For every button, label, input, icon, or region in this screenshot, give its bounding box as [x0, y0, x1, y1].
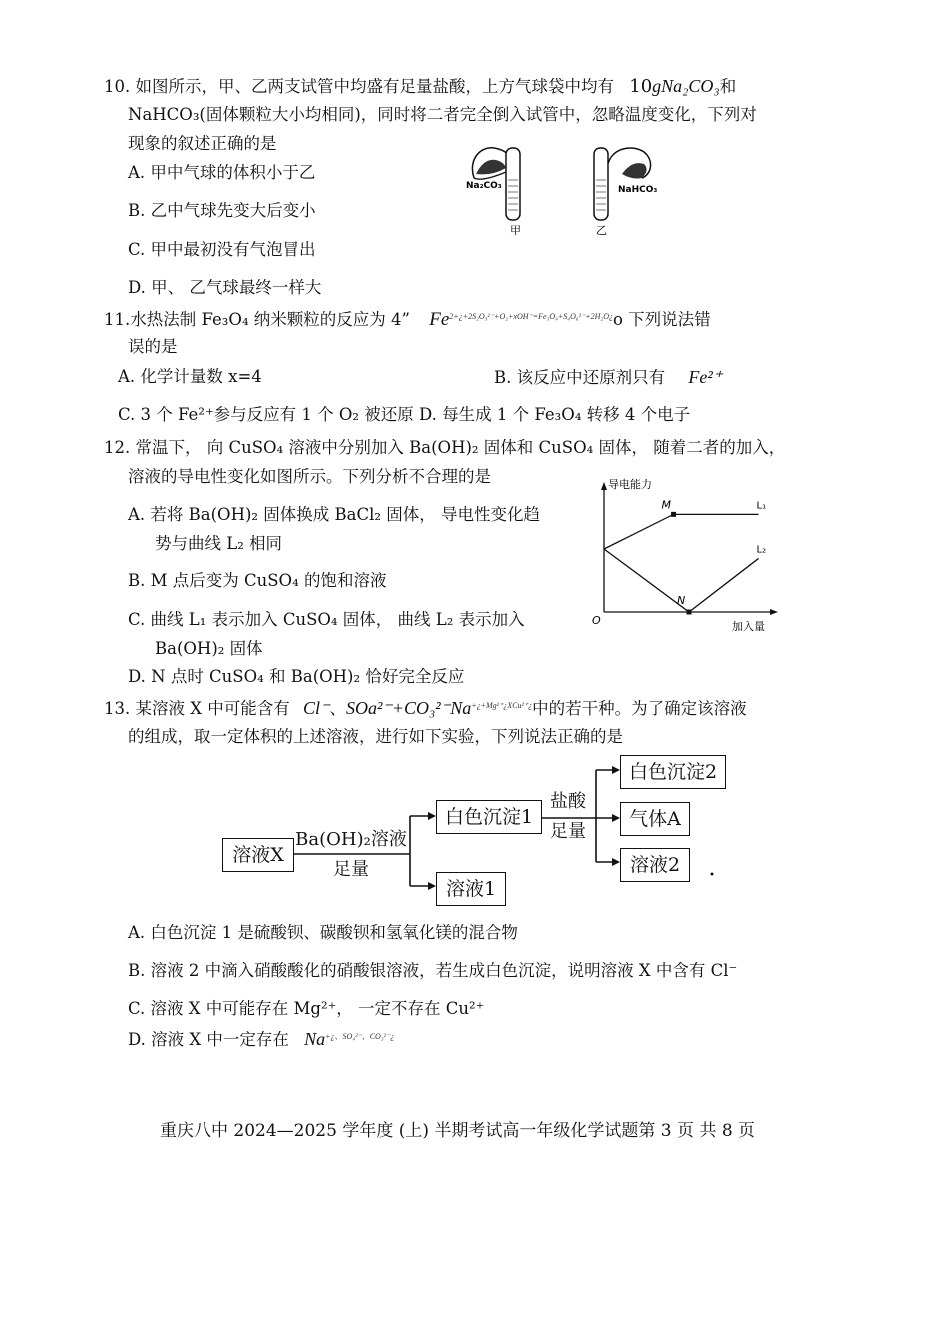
flow-reagent2-bottom: 足量 [550, 821, 586, 842]
q13-ion-cl: Cl⁻ [302, 698, 330, 718]
q13-ions-tiny: +¿+Mg²⁺¿XCu²⁺¿ [471, 701, 533, 710]
q12-option-c-line2[interactable]: Ba(OH)₂ 固体 [155, 639, 263, 658]
arrow-icon [428, 812, 436, 820]
arrow-icon [612, 858, 620, 866]
q10-fig-label-left: Na₂CO₃ [466, 181, 502, 191]
q11-eq-fe: Fe [429, 309, 450, 330]
q11-option-c-d[interactable]: C. 3 个 Fe²⁺参与反应有 1 个 O₂ 被还原 D. 每生成 1 个 Fe₃O₄ 转移 4 个电子 [118, 405, 691, 424]
q10-line3: 现象的叙述正确的是 [128, 134, 277, 153]
x-axis-arrow-icon [770, 609, 778, 615]
q10-mass: 10 [629, 76, 653, 97]
q10-fig-name-right: 乙 [596, 224, 607, 237]
q10-fig-label-right: NaHCO₃ [618, 185, 658, 195]
q13-option-d-tiny: +¿、SO₄²⁻、CO₃²⁻¿ [325, 1032, 395, 1041]
flow-reagent1-bottom: 足量 [333, 859, 369, 880]
q10-formula: gNa₂CO₃ [652, 76, 720, 96]
flow-solution-1: 溶液1 [436, 872, 506, 906]
point-label-M: M [661, 498, 672, 512]
flow-white-precipitate-1: 白色沉淀1 [436, 800, 542, 834]
q11-line1: 11.水热法制 Fe₃O₄ 纳米颗粒的反应为 4” $Fe^{2+¿+2S_2O_3^{2-}+O_2+xOH^-=Fe_3O_4+S_4O_6^{2-}+2H_2O¿}o$ 下列说法错 [104, 309, 711, 330]
q13-ions: SOa²⁻+CO₃²⁻Na [346, 698, 472, 718]
point-marker-M [671, 512, 676, 517]
q11-line2: 误的是 [128, 337, 178, 356]
series-line-1 [604, 514, 759, 549]
q13-line1: 13. 某溶液 X 中可能含有 Cl⁻、$SOa^{2-}+CO_3^{2-}Na^{+¿+Mg^{2+}¿XCu^{2+}¿}$中的若干种。为了确定该溶液 [104, 698, 747, 718]
chart-origin-label: O [592, 614, 601, 627]
flow-white-precipitate-2: 白色沉淀2 [620, 755, 726, 789]
chart-series-group [604, 498, 766, 614]
q13-option-a[interactable]: A. 白色沉淀 1 是硫酸钡、碳酸钡和氢氧化镁的混合物 [128, 923, 518, 942]
q12-option-d[interactable]: D. N 点时 CuSO₄ 和 Ba(OH)₂ 恰好完全反应 [128, 667, 465, 686]
q10-and: 和 [719, 77, 737, 96]
chart-xlabel: 加入量 [732, 620, 765, 633]
q12-option-a-line2[interactable]: 势与曲线 L₂ 相同 [155, 534, 283, 553]
q10-fig-name-left: 甲 [510, 224, 521, 237]
q10-option-d[interactable]: D. 甲、 乙气球最终一样大 [128, 278, 322, 297]
q12-option-b[interactable]: B. M 点后变为 CuSO₄ 的饱和溶液 [128, 571, 387, 590]
series-label-1: L₁ [756, 500, 767, 512]
q10-test-tube-figure [462, 138, 672, 238]
q13-option-c[interactable]: C. 溶液 X 中可能存在 Mg²⁺， 一定不存在 Cu²⁺ [128, 999, 485, 1018]
q12-conductivity-chart [586, 476, 786, 636]
q13-option-b[interactable]: B. 溶液 2 中滴入硝酸酸化的硝酸银溶液，若生成白色沉淀，说明溶液 X 中含有 Cl⁻ [128, 961, 738, 980]
flow-solution-2: 溶液2 [620, 848, 690, 882]
q12-line1: 12. 常温下， 向 CuSO₄ 溶液中分别加入 Ba(OH)₂ 固体和 CuSO₄ 固体， 随着二者的加入， [104, 438, 786, 457]
q13-option-d[interactable]: D. 溶液 X 中一定存在 $Na^{+¿、SO_4^{2-}、CO_3^{2-}¿}$ [128, 1029, 395, 1049]
q10-line1: 10. 如图所示，甲、乙两支试管中均盛有足量盐酸，上方气球袋中均有 10gNa₂CO₃和 [104, 76, 737, 97]
flow-reagent2-top: 盐酸 [550, 791, 586, 812]
arrow-icon [612, 814, 620, 822]
y-axis-arrow-icon [601, 482, 607, 490]
flow-reagent1-top: Ba(OH)₂溶液 [295, 829, 407, 850]
point-label-N: N [677, 594, 686, 607]
q11-option-b-ion: Fe²⁺ [688, 367, 723, 387]
q12-option-a-line1[interactable]: A. 若将 Ba(OH)₂ 固体换成 BaCl₂ 固体， 导电性变化趋 [128, 505, 540, 524]
flow-start-solution-x: 溶液X [222, 838, 294, 872]
flow-gas-a: 气体A [620, 802, 690, 836]
q12-option-c-line1[interactable]: C. 曲线 L₁ 表示加入 CuSO₄ 固体， 曲线 L₂ 表示加入 [128, 610, 525, 629]
q10-option-b[interactable]: B. 乙中气球先变大后变小 [128, 201, 316, 220]
q13-line2: 的组成，取一定体积的上述溶液，进行如下实验，下列说法正确的是 [128, 727, 623, 746]
point-marker-N [687, 610, 692, 615]
page-footer: 重庆八中 2024—2025 学年度 (上) 半期考试高一年级化学试题第 3 页 共 8 页 [160, 1121, 756, 1141]
q10-option-a[interactable]: A. 甲中气球的体积小于乙 [128, 163, 316, 182]
q13-option-d-na: Na [304, 1029, 326, 1049]
series-label-2: L₂ [756, 544, 767, 556]
q11-option-b[interactable]: B. 该反应中还原剂只有 Fe²⁺ [494, 367, 723, 387]
q11-option-a[interactable]: A. 化学计量数 x=4 [118, 367, 262, 386]
chart-ylabel: 导电能力 [608, 478, 652, 491]
q10-line2: NaHCO₃(固体颗粒大小均相同)，同时将二者完全倒入试管中，忽略温度变化，下列对 [128, 105, 757, 124]
right-test-tube [594, 148, 608, 220]
arrow-icon [612, 766, 620, 774]
q10-option-c[interactable]: C. 甲中最初没有气泡冒出 [128, 240, 316, 259]
q12-line2: 溶液的导电性变化如图所示。下列分析不合理的是 [128, 467, 491, 486]
arrow-icon [428, 882, 436, 890]
q11-equation: 2+¿+2S₂O₃²⁻+O₂+xOH⁻=Fe₃O₄+S₄O₆²⁻+2H₂O¿ [449, 312, 613, 321]
